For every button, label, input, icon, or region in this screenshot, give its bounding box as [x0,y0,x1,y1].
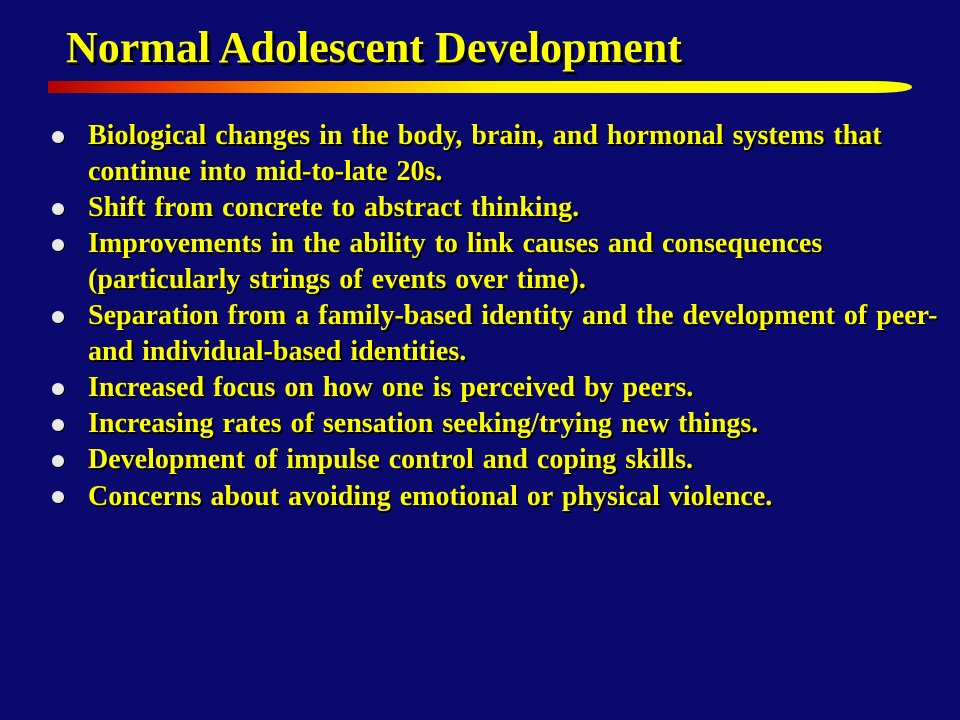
bullet-dot-icon [52,203,64,215]
bullet-item-biological-changes [52,118,942,190]
bullet-item-abstract-thinking [52,190,942,226]
bullet-item-causes-consequences [52,226,942,298]
bullet-text: Biological changes in the body, brain, and hormonal systems that continue into mid-to-late 20s. [88,120,882,187]
bullet-item-peer-perception [52,370,942,406]
bullet-text: Concerns about avoiding emotional or physical violence. [88,481,773,512]
bullet-item-sensation-seeking [52,406,942,442]
bullet-text: Improvements in the ability to link causes and consequences (particularly strings of events over time). [88,228,823,295]
bullet-dot-icon [52,383,64,395]
title-underline-bar [48,78,912,96]
bullet-item-avoiding-violence [52,478,942,516]
bullet-item-identity-separation [52,298,942,370]
bullet-item-impulse-control [52,442,942,478]
bullet-text: Increasing rates of sensation seeking/trying new things. [88,408,759,439]
bullet-dot-icon [52,419,64,431]
slide-title: Normal Adolescent Development [66,23,682,72]
bullet-text: Increased focus on how one is perceived by peers. [88,372,694,403]
bullet-dot-icon [52,131,64,143]
bullet-text: Separation from a family-based identity and the development of peer- and individual-based identities. [88,300,938,367]
bullet-text: Shift from concrete to abstract thinking. [88,192,580,223]
bullet-list [52,118,942,516]
bullet-dot-icon [52,239,64,251]
bullet-text: Development of impulse control and coping skills. [88,444,693,475]
bullet-dot-icon [52,455,64,467]
bullet-dot-icon [52,491,64,503]
bullet-dot-icon [52,311,64,323]
